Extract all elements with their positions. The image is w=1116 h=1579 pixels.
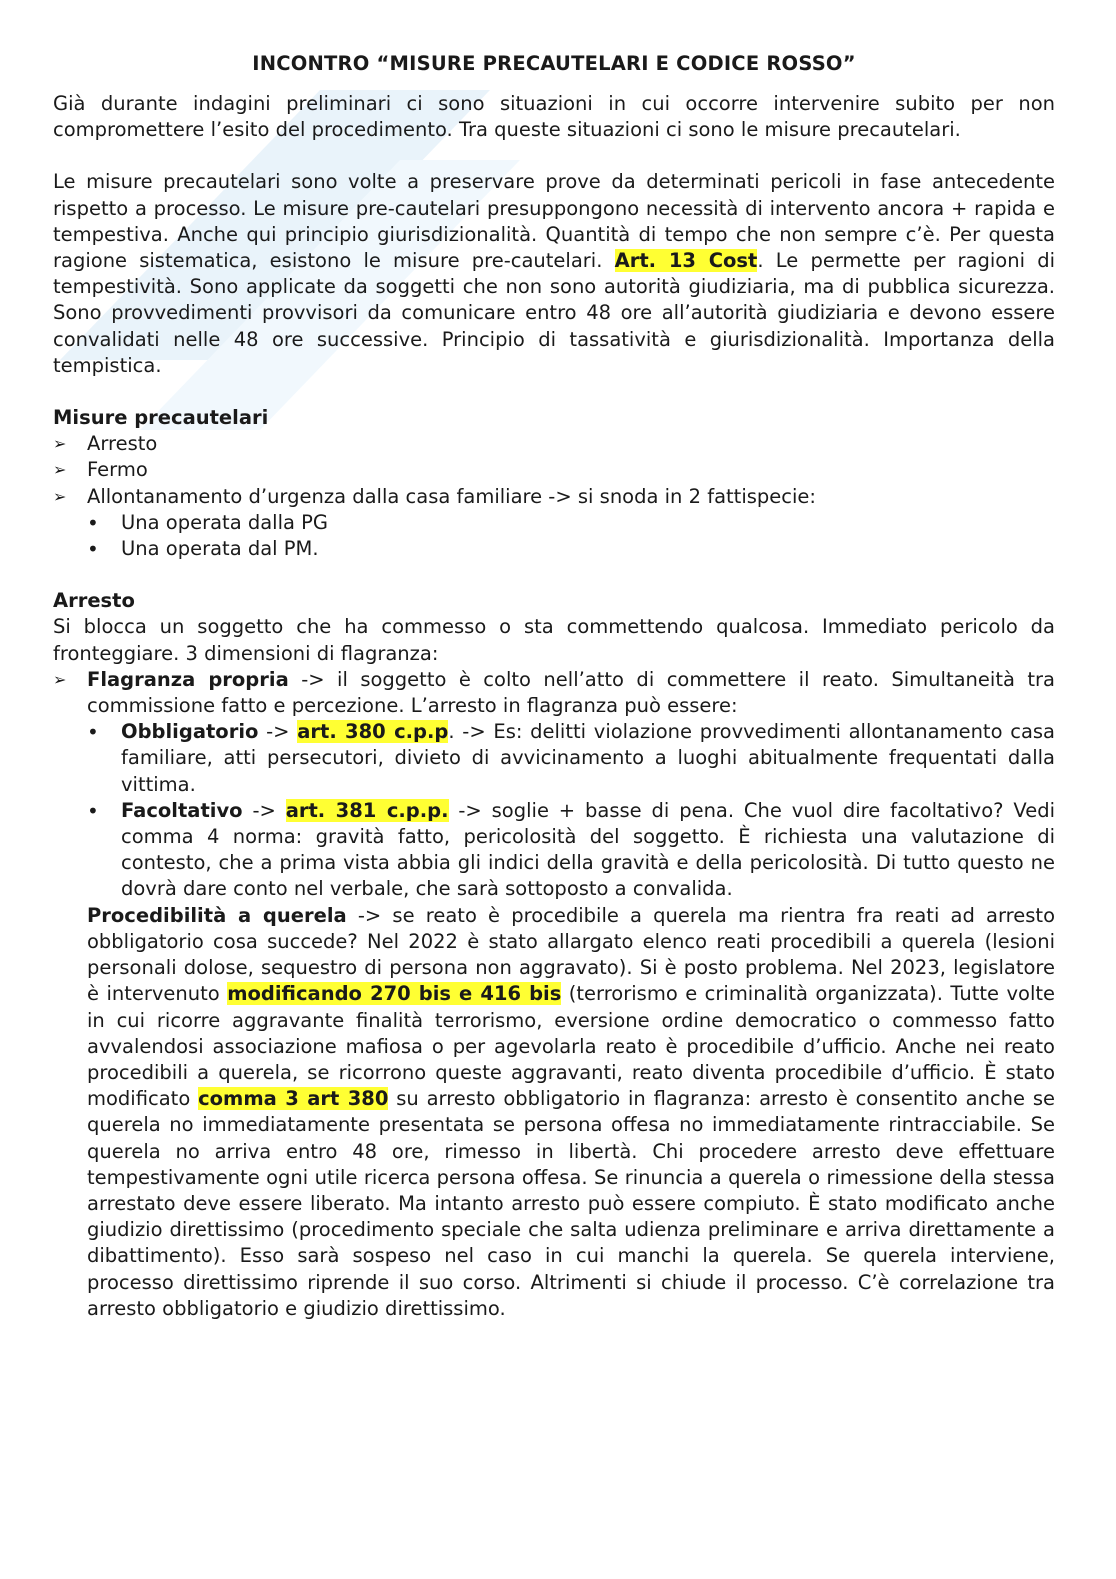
- list-item: • Una operata dal PM.: [87, 537, 319, 562]
- list-item: • Una operata dalla PG: [87, 510, 329, 535]
- list-item: • Facoltativo -> art. 381 c.p.p. -> soglie + basse di pena. Che vuol dire facoltativo? Vedi comma 4 norma: gravità fatto, pericolosità del soggetto. È richiesta una valutazione di contesto, che a prima vista abbia gli indici della gravità e della pericolosità. Di tutto questo ne dovrà dare conto nel verbale, che sarà sottoposto a convalida.: [87, 798, 1055, 901]
- arresto-intro: Si blocca un soggetto che ha commesso o sta commettendo qualcosa. Immediato pericolo da fronteggiare. 3 dimensioni di flagranza:: [53, 615, 1055, 665]
- precautelari-paragraph: [53, 169, 1055, 379]
- arrow-bullet-icon: ➢: [53, 669, 67, 689]
- intro-paragraph: Già durante indagini preliminari ci sono situazioni in cui occorre intervenire subito per non compromettere l’esito del procedimento. Tra queste situazioni ci sono le misure precautelari.: [53, 92, 1055, 142]
- heading-misure: Misure precautelari: [53, 406, 269, 430]
- document-page: [53, 52, 1055, 1322]
- heading-arresto: Arresto: [53, 589, 135, 613]
- list-item: • Obbligatorio -> art. 380 c.p.p. -> Es: delitti violazione provvedimenti allontanamento casa familiare, atti persecutori, divieto di avvicinamento a luoghi abitualmente frequentati dalla vittima.: [87, 720, 1056, 796]
- dot-bullet-icon: •: [87, 798, 99, 823]
- dot-bullet-icon: •: [87, 510, 99, 535]
- paragraph-text: Le misure precautelari sono volte a preservare prove da determinati pericoli in fase antecedente rispetto a processo. Le misure pre-cautelari presuppongono necessità di intervento ancora + rapida e tempestiva. Anche qui principio giurisdizionalità. Quantità di tempo che non sempre c’è. Per questa ragione sistematica, esistono le misure pre-cautelari.: [53, 170, 1055, 273]
- list-item: ➢ Fermo: [53, 457, 1055, 483]
- list-item: ➢ Flagranza propria -> il soggetto è colto nell’atto di commettere il reato. Simultaneità tra commissione fatto e percezione. L’arresto in flagranza può essere:: [53, 667, 1055, 718]
- highlight-art-381: art. 381 c.p.p.: [285, 798, 449, 822]
- highlight-270-416: modificando 270 bis e 416 bis: [227, 982, 562, 1006]
- flagranza-list: [53, 667, 1055, 719]
- arrow-bullet-icon: ➢: [53, 460, 67, 480]
- highlight-art-380: art. 380 c.p.p: [297, 720, 449, 744]
- highlight-comma-3: comma 3 art 380: [198, 1087, 389, 1111]
- list-item: ➢ Arresto: [53, 431, 1055, 457]
- dot-bullet-icon: •: [87, 537, 99, 562]
- arresto-types-list: [53, 719, 1055, 902]
- dot-bullet-icon: •: [87, 720, 99, 745]
- misure-list: [53, 431, 1055, 510]
- list-item: ➢ Allontanamento d’urgenza dalla casa familiare -> si snoda in 2 fattispecie:: [53, 484, 1055, 510]
- arrow-bullet-icon: ➢: [53, 434, 67, 454]
- misure-sublist: [53, 510, 1055, 562]
- querela-paragraph: Procedibilità a querela -> se reato è procedibile a querela ma rientra fra reati ad arresto obbligatorio cosa succede? Nel 2022 è stato allargato elenco reati procedibili a querela (lesioni personali dolose, sequestro di persona non aggravato). Si è posto problema. Nel 2023, legislatore è intervenuto modificando 270 bis e 416 bis (terrorismo e criminalità organizzata). Tutte volte in cui ricorre aggravante finalità terrorismo, eversione ordine democratico o commesso fatto avvalendosi associazione mafiosa o per agevolarla reato è procedibile d’ufficio. Anche nei reato procedibili a querela, se ricorrono queste aggravanti, reato diventa procedibile d’ufficio. È stato modificato comma 3 art 380 su arresto obbligatorio in flagranza: arresto è consentito anche se querela no immediatamente presentata se persona offesa no immediatamente rintracciabile. Se querela no arriva entro 48 ore, rimesso in libertà. Chi procedere arresto deve effettuare tempestivamente ogni utile ricerca persona offesa. Se rinuncia a querela o rimessione della stessa arrestato deve essere liberato. Ma intanto arresto può essere compiuto. È stato modificato anche giudizio direttissimo (procedimento speciale che salta udienza preliminare e arriva direttamente a dibattimento). Esso sarà sospeso nel caso in cui manchi la querela. Se querela interviene, processo direttissimo riprende il suo corso. Altrimenti si chiude il processo. C’è correlazione tra arresto obbligatorio e giudizio direttissimo.: [87, 903, 1055, 1320]
- page-title: INCONTRO “MISURE PRECAUTELARI E CODICE ROSSO”: [252, 52, 856, 75]
- paragraph-text: . Le permette per ragioni di tempestività. Sono applicate da soggetti che non sono autorità giudiziaria, ma di pubblica sicurezza. Sono provvedimenti provvisori da comunicare entro 48 ore all’autorità giudiziaria e devono essere convalidati nelle 48 ore successive. Principio di tassatività e giurisdizionalità. Importanza della tempistica.: [53, 249, 1055, 377]
- highlight-art-13: Art. 13 Cost: [614, 249, 758, 273]
- arrow-bullet-icon: ➢: [53, 486, 67, 506]
